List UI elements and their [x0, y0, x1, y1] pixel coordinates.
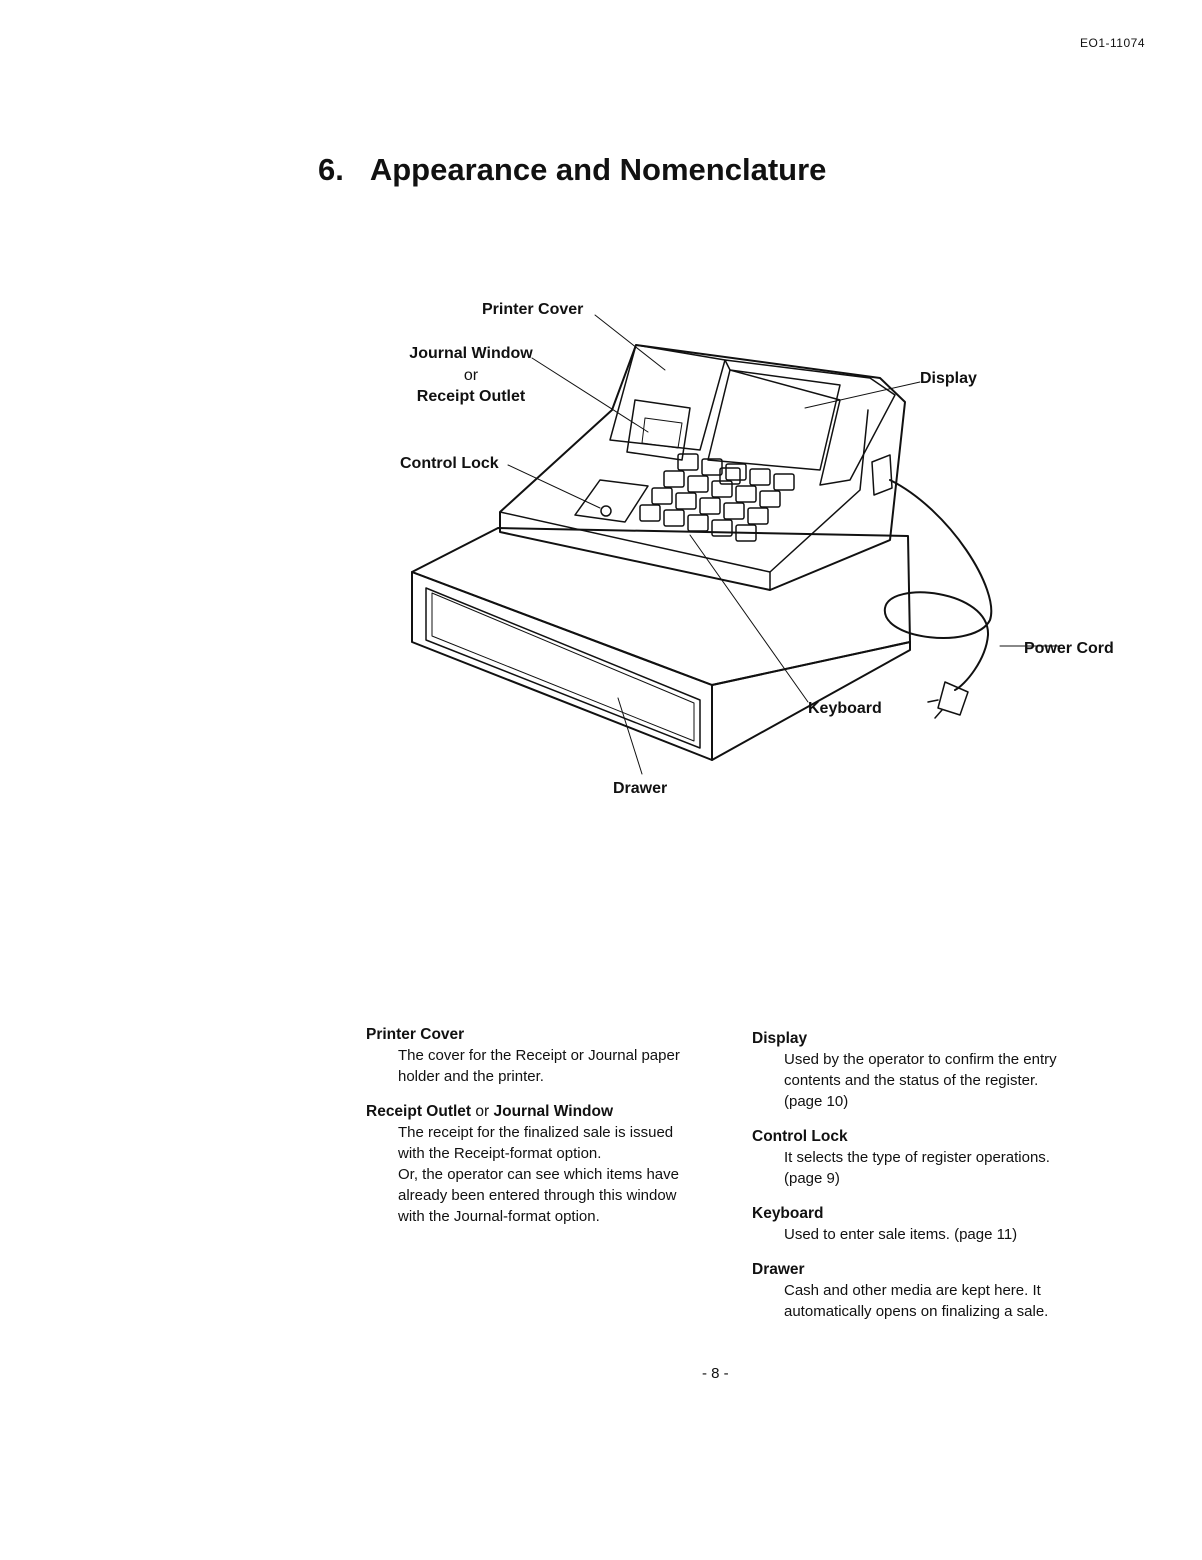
- description-keyboard: [752, 1203, 1152, 1245]
- description-line: (page 9): [784, 1170, 840, 1187]
- description-title-part: Journal Window: [493, 1103, 614, 1120]
- label-power-cord: Power Cord: [1024, 640, 1114, 657]
- label-display: Display: [920, 370, 977, 387]
- upper-body-side: [770, 410, 868, 572]
- description-line: automatically opens on finalizing a sale.: [784, 1303, 1049, 1320]
- description-title-connector: or: [475, 1103, 490, 1120]
- control-lock-keyhole: [601, 506, 611, 516]
- label-keyboard: Keyboard: [808, 700, 882, 717]
- drawer-panel-inner: [432, 593, 694, 741]
- description-drawer: [752, 1259, 1152, 1322]
- description-line: The receipt for the finalized sale is issued: [398, 1124, 674, 1141]
- description-line: holder and the printer.: [398, 1068, 544, 1085]
- label-journal-window: Journal Window: [409, 345, 533, 362]
- page-title: [318, 152, 826, 188]
- description-line: Used by the operator to confirm the entry: [784, 1051, 1057, 1068]
- upper-body-ledge: [500, 512, 770, 590]
- display-window: [708, 370, 840, 470]
- description-control-lock: [752, 1126, 1152, 1189]
- printer-cover: [610, 345, 725, 450]
- page-number: - 8 -: [702, 1365, 729, 1382]
- description-line: (page 10): [784, 1093, 849, 1110]
- document-id: EO1-11074: [1080, 36, 1145, 50]
- base-top: [412, 528, 910, 685]
- power-cord: [885, 480, 991, 690]
- label-receipt-outlet: Receipt Outlet: [416, 388, 526, 405]
- description-title: Control Lock: [752, 1128, 848, 1145]
- description-line: It selects the type of register operations.: [784, 1149, 1050, 1166]
- description-line: The cover for the Receipt or Journal paper: [398, 1047, 680, 1064]
- description-title: Keyboard: [752, 1205, 824, 1222]
- description-display: [752, 1028, 1152, 1112]
- drawer-panel: [426, 588, 700, 748]
- section-number: 6.: [318, 152, 344, 187]
- description-line: Cash and other media are kept here. It: [784, 1282, 1041, 1299]
- label-control-lock: Control Lock: [400, 455, 499, 472]
- description-title: Display: [752, 1030, 808, 1047]
- description-printer-cover: [366, 1024, 746, 1087]
- power-socket: [872, 455, 892, 495]
- label-drawer: Drawer: [613, 780, 668, 797]
- description-title-part: Receipt Outlet: [366, 1103, 472, 1120]
- display-housing: [725, 360, 895, 485]
- description-title: [366, 1101, 746, 1122]
- description-line: Or, the operator can see which items have: [398, 1166, 679, 1183]
- description-line: contents and the status of the register.: [784, 1072, 1039, 1089]
- description-line: with the Journal-format option.: [398, 1208, 600, 1225]
- section-title: Appearance and Nomenclature: [369, 152, 827, 187]
- description-line: already been entered through this window: [398, 1187, 677, 1204]
- description-title: Drawer: [752, 1261, 805, 1278]
- description-receipt-outlet: [366, 1101, 746, 1227]
- description-left-column: [366, 1024, 746, 1241]
- description-line: with the Receipt-format option.: [398, 1145, 602, 1162]
- label-printer-cover: Printer Cover: [482, 301, 584, 318]
- journal-window-inner: [642, 418, 682, 448]
- description-title: Printer Cover: [366, 1026, 465, 1043]
- label-or: or: [463, 367, 479, 384]
- description-right-column: [752, 1028, 1152, 1336]
- keyboard-keys: [640, 454, 794, 541]
- description-line: Used to enter sale items. (page 11): [784, 1226, 1018, 1243]
- cash-register-figure: [390, 290, 1150, 810]
